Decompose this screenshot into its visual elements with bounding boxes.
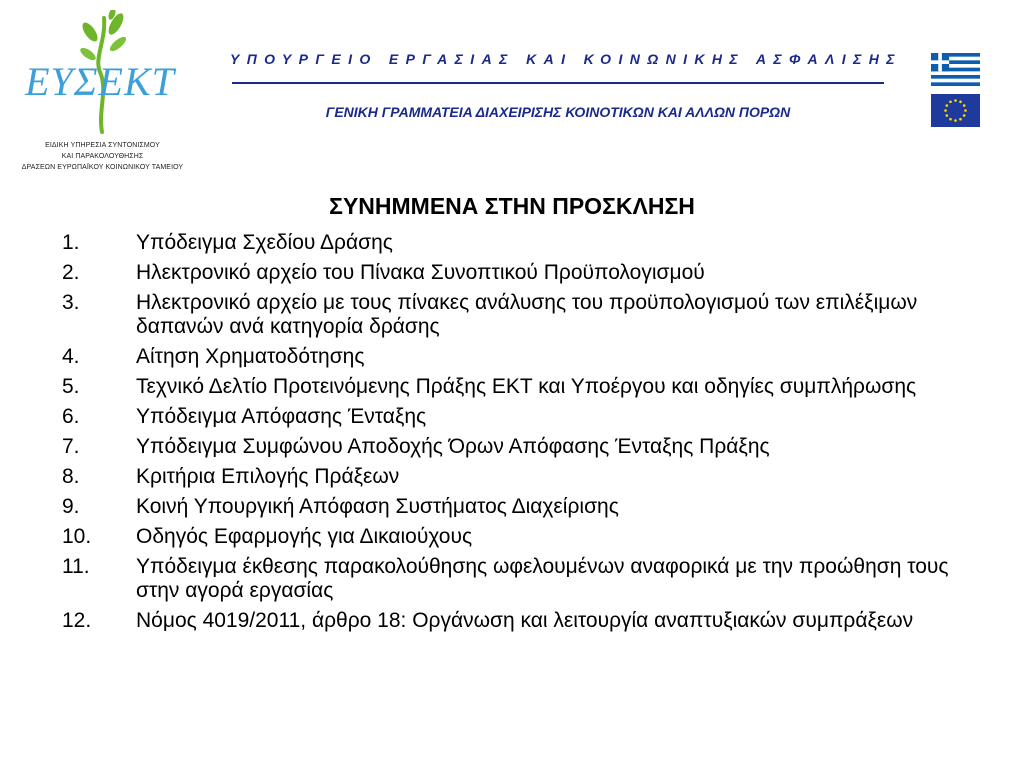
- list-item-number: 3.: [62, 291, 80, 314]
- list-item-text: Νόμος 4019/2011, άρθρο 18: Οργάνωση και λειτουργία αναπτυξιακών συμπράξεων: [136, 609, 914, 632]
- list-item-number: 2.: [62, 261, 80, 284]
- list-item-number: 8.: [62, 465, 80, 488]
- list-item: [62, 609, 992, 633]
- list-item-number: 10.: [62, 525, 92, 548]
- list-item-number: 1.: [62, 231, 80, 254]
- list-item-number: 9.: [62, 495, 80, 518]
- list-item: [62, 261, 992, 285]
- eu-flag-icon: [931, 94, 980, 127]
- list-item-text: Υπόδειγμα Συμφώνου Αποδοχής Όρων Απόφασης Ένταξης Πράξης: [136, 435, 770, 458]
- list-item-number: 4.: [62, 345, 80, 368]
- list-item-text: Ηλεκτρονικό αρχείο του Πίνακα Συνοπτικού Προϋπολογισμού: [136, 261, 705, 284]
- list-item-number: 11.: [62, 555, 90, 578]
- list-item: [62, 405, 992, 429]
- esekt-logo-mark: [20, 10, 185, 140]
- logo-caption-line: ΚΑΙ ΠΑΡΑΚΟΛΟΥΘΗΣΗΣ: [61, 153, 144, 160]
- list-item: [62, 345, 992, 369]
- list-item-number: 12.: [62, 609, 92, 632]
- list-item: [62, 525, 992, 549]
- header-divider: [232, 82, 884, 84]
- list-item-text: Κοινή Υπουργική Απόφαση Συστήματος Διαχείρισης: [136, 495, 619, 518]
- list-item-text: Υπόδειγμα έκθεσης παρακολούθησης ωφελουμένων αναφορικά με την προώθηση τους στην αγορά εργασίας: [136, 555, 949, 602]
- list-item-text: Κριτήρια Επιλογής Πράξεων: [136, 465, 400, 488]
- list-item: [62, 375, 992, 399]
- logo-caption-line: ΔΡΑΣΕΩΝ ΕΥΡΩΠΑΪΚΟΥ ΚΟΙΝΩΝΙΚΟΥ ΤΑΜΕΙΟΥ: [21, 164, 184, 171]
- logo-caption-line: ΕΙΔΙΚΗ ΥΠΗΡΕΣΙΑ ΣΥΝΤΟΝΙΣΜΟΥ: [45, 142, 160, 149]
- list-item-text: Υπόδειγμα Απόφασης Ένταξης: [136, 405, 427, 428]
- ministry-heading: ΥΠΟΥΡΓΕΙΟ ΕΡΓΑΣΙΑΣ ΚΑΙ ΚΟΙΝΩΝΙΚΗΣ ΑΣΦΑΛΙΣΗΣ: [230, 51, 902, 67]
- list-item: [62, 465, 992, 489]
- list-item-text: Ηλεκτρονικό αρχείο με τους πίνακες ανάλυσης του προϋπολογισμού των επιλέξιμων δαπανών ανά κατηγορία δράσης: [136, 291, 918, 338]
- logo-wordmark: ΕΥΣΕΚΤ: [25, 59, 175, 104]
- list-item: [62, 555, 992, 603]
- greek-flag-icon: [931, 53, 980, 86]
- list-item-text: Αίτηση Χρηματοδότησης: [136, 345, 365, 368]
- list-item-number: 6.: [62, 405, 80, 428]
- page-title: ΣΥΝΗΜΜΕΝΑ ΣΤΗΝ ΠΡΟΣΚΛΗΣΗ: [329, 193, 695, 219]
- logo-caption: [20, 140, 185, 173]
- list-item-text: Τεχνικό Δελτίο Προτεινόμενης Πράξης ΕΚΤ και Υποέργου και οδηγίες συμπλήρωσης: [136, 375, 917, 398]
- list-item: [62, 291, 992, 339]
- attachments-list: [62, 231, 992, 639]
- list-item: [62, 435, 992, 459]
- list-item-text: Οδηγός Εφαρμογής για Δικαιούχους: [136, 525, 473, 548]
- secretariat-heading: ΓΕΝΙΚΗ ΓΡΑΜΜΑΤΕΙΑ ΔΙΑΧΕΙΡΙΣΗΣ ΚΟΙΝΟΤΙΚΩΝ ΚΑΙ ΑΛΛΩΝ ΠΟΡΩΝ: [325, 104, 791, 120]
- list-item: [62, 231, 992, 255]
- list-item-text: Υπόδειγμα Σχεδίου Δράσης: [136, 231, 393, 254]
- list-item: [62, 495, 992, 519]
- list-item-number: 5.: [62, 375, 80, 398]
- list-item-number: 7.: [62, 435, 80, 458]
- esekt-logo: [20, 10, 185, 180]
